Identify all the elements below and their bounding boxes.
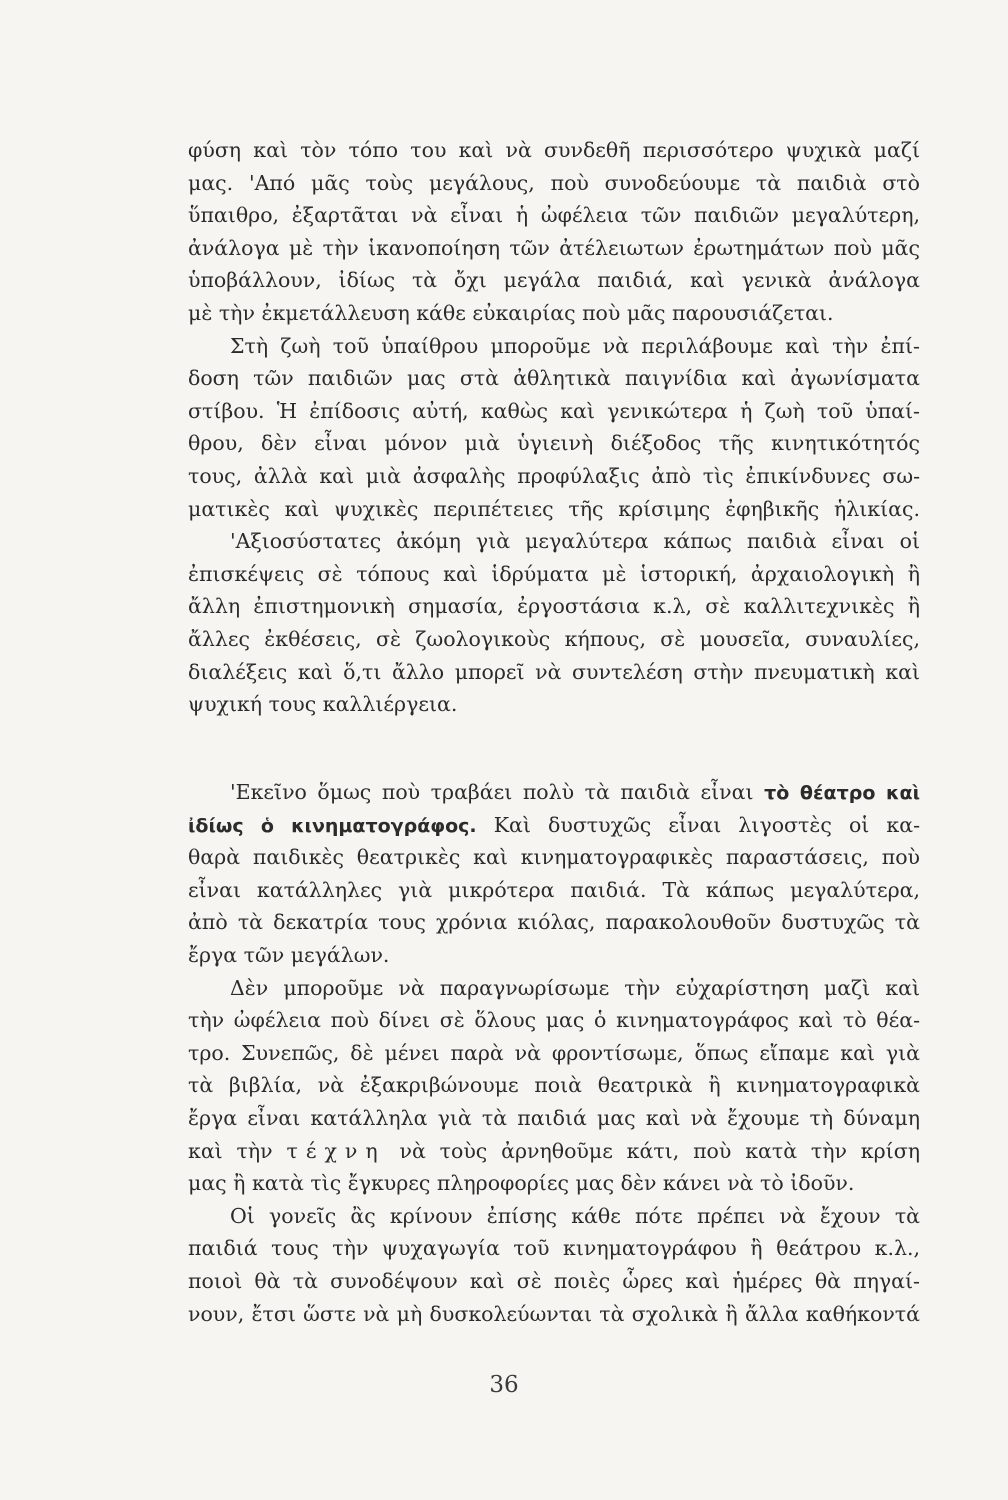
text-block-bottom — [188, 776, 920, 1330]
text-line: ἔργα τῶν μεγάλων. — [188, 942, 390, 967]
text-line: εἶναι κατάλληλες γιὰ μικρότερα παιδιά. Τὰ κάπως μεγαλύτερα, — [188, 877, 920, 902]
text-line: Οἱ γονεῖς ἂς κρίνουν ἐπίσης κάθε πότε πρέπει νὰ ἔχουν τὰ — [230, 1203, 920, 1228]
text-line — [188, 1135, 920, 1168]
text-line: ἀνάλογα μὲ τὴν ἱκανοποίηση τῶν ἀτέλειωτων ἐρωτημάτων ποὺ μᾶς — [188, 235, 920, 260]
text-line — [188, 776, 920, 809]
text-line: φύση καὶ τὸν τόπο του καὶ νὰ συνδεθῆ περισσότερο ψυχικὰ μαζί — [188, 138, 920, 162]
text-line: θαρὰ παιδικὲς θεατρικὲς καὶ κινηματογραφικὲς παραστάσεις, ποὺ — [188, 845, 920, 870]
text-line: τρο. Συνεπῶς, δὲ μένει παρὰ νὰ φροντίσωμε, ὅπως εἴπαμε καὶ γιὰ — [188, 1040, 920, 1065]
text-line: δοση τῶν παιδιῶν μας στὰ ἀθλητικὰ παιγνίδια καὶ ἀγωνίσματα — [188, 366, 920, 391]
text-line: Στὴ ζωὴ τοῦ ὑπαίθρου μποροῦμε νὰ περιλάβουμε καὶ τὴν ἐπί- — [230, 333, 920, 358]
text-line: μας. 'Από μᾶς τοὺς μεγάλους, ποὺ συνοδεύουμε τὰ παιδιὰ στὸ — [188, 170, 920, 195]
text-line: ἔργα εἶναι κατάλληλα γιὰ τὰ παιδιά μας καὶ νὰ ἔχουμε τὴ δύναμη — [188, 1105, 920, 1130]
text-line: μὲ τὴν ἐκμετάλλευση κάθε εὐκαιρίας ποὺ μᾶς παρουσιάζεται. — [188, 300, 834, 325]
text-fragment: νὰ τοὺς ἀρνηθοῦμε κάτι, ποὺ κατὰ τὴν κρίση — [399, 1138, 920, 1163]
text-fragment: Καὶ δυστυχῶς εἶναι λιγοστὲς οἱ κα- — [476, 812, 920, 837]
text-line: Δὲν μποροῦμε νὰ παραγνωρίσωμε τὴν εὐχαρίστηση μαζὶ καὶ — [230, 975, 920, 1000]
text-line: 'Αξιοσύστατες ἀκόμη γιὰ μεγαλύτερα κάπως παιδιὰ εἶναι οἱ — [230, 529, 920, 554]
text-line: ἄλλες ἐκθέσεις, σὲ ζωολογικοὺς κήπους, σὲ μουσεῖα, συναυλίες, — [188, 626, 920, 651]
text-line: ποιοὶ θὰ τὰ συνοδέψουν καὶ σὲ ποιὲς ὧρες καὶ ἡμέρες θὰ πηγαί- — [188, 1268, 920, 1293]
text-line: ἐπισκέψεις σὲ τόπους καὶ ἱδρύματα μὲ ἱστορική, ἀρχαιολογικὴ ἢ — [188, 561, 920, 586]
text-line: τὴν ὠφέλεια ποὺ δίνει σὲ ὅλους μας ὁ κινηματογράφος καὶ τὸ θέα- — [188, 1008, 920, 1033]
text-line: ψυχική τους καλλιέργεια. — [188, 692, 458, 717]
text-line: ἄλλη ἐπιστημονικὴ σημασία, ἐργοστάσια κ.λ, σὲ καλλιτεχνικὲς ἢ — [188, 594, 920, 619]
text-fragment: καὶ τὴν — [188, 1138, 273, 1163]
page-number: 36 — [489, 1372, 519, 1398]
text-fragment: 'Εκεῖνο ὅμως ποὺ τραβάει πολὺ τὰ παιδιὰ εἶναι — [230, 780, 754, 804]
text-line: διαλέξεις καὶ ὅ,τι ἄλλο μπορεῖ νὰ συντελέση στὴν πνευματικὴ καὶ — [188, 659, 920, 684]
text-line: νουν, ἔτσι ὥστε νὰ μὴ δυσκολεύωνται τὰ σχολικὰ ἢ ἄλλα καθήκοντά — [188, 1301, 920, 1326]
text-line: τους, ἀλλὰ καὶ μιὰ ἀσφαλὴς προφύλαξις ἀπὸ τὶς ἐπικίνδυνες σω- — [188, 463, 920, 488]
spaced-text: τέχνη — [286, 1138, 386, 1163]
text-line: ὕπαιθρο, ἐξαρτᾶται νὰ εἶναι ἡ ὠφέλεια τῶν παιδιῶν μεγαλύτερη, — [188, 203, 920, 228]
text-line: ἀπὸ τὰ δεκατρία τους χρόνια κιόλας, παρακολουθοῦν δυστυχῶς τὰ — [188, 910, 920, 935]
text-line: μας ἢ κατὰ τὶς ἔγκυρες πληροφορίες μας δὲν κάνει νὰ τὸ ἰδοῦν. — [188, 1171, 855, 1196]
text-line: τὰ βιβλία, νὰ ἐξακριβώνουμε ποιὰ θεατρικὰ ἢ κινηματογραφικὰ — [188, 1073, 920, 1098]
bold-text: ἰδίως ὁ κινηματογράφος. — [188, 814, 477, 837]
text-line: θρου, δὲν εἶναι μόνον μιὰ ὑγιεινὴ διέξοδος τῆς κινητικότητός — [188, 431, 920, 456]
text-line — [188, 809, 920, 842]
text-line: ματικὲς καὶ ψυχικὲς περιπέτειες τῆς κρίσιμης ἐφηβικῆς ἡλικίας. — [188, 496, 920, 521]
text-line: ὑποβάλλουν, ἰδίως τὰ ὄχι μεγάλα παιδιά, καὶ γενικὰ ἀνάλογα — [188, 268, 920, 293]
text-block-top — [188, 134, 920, 721]
bold-text: τὸ θέατρο καὶ — [764, 782, 920, 804]
text-line: παιδιά τους τὴν ψυχαγωγία τοῦ κινηματογράφου ἢ θεάτρου κ.λ., — [188, 1236, 920, 1261]
text-line: στίβου. Ἡ ἐπίδοσις αὐτή, καθὼς καὶ γενικώτερα ἡ ζωὴ τοῦ ὑπαί- — [188, 398, 920, 423]
